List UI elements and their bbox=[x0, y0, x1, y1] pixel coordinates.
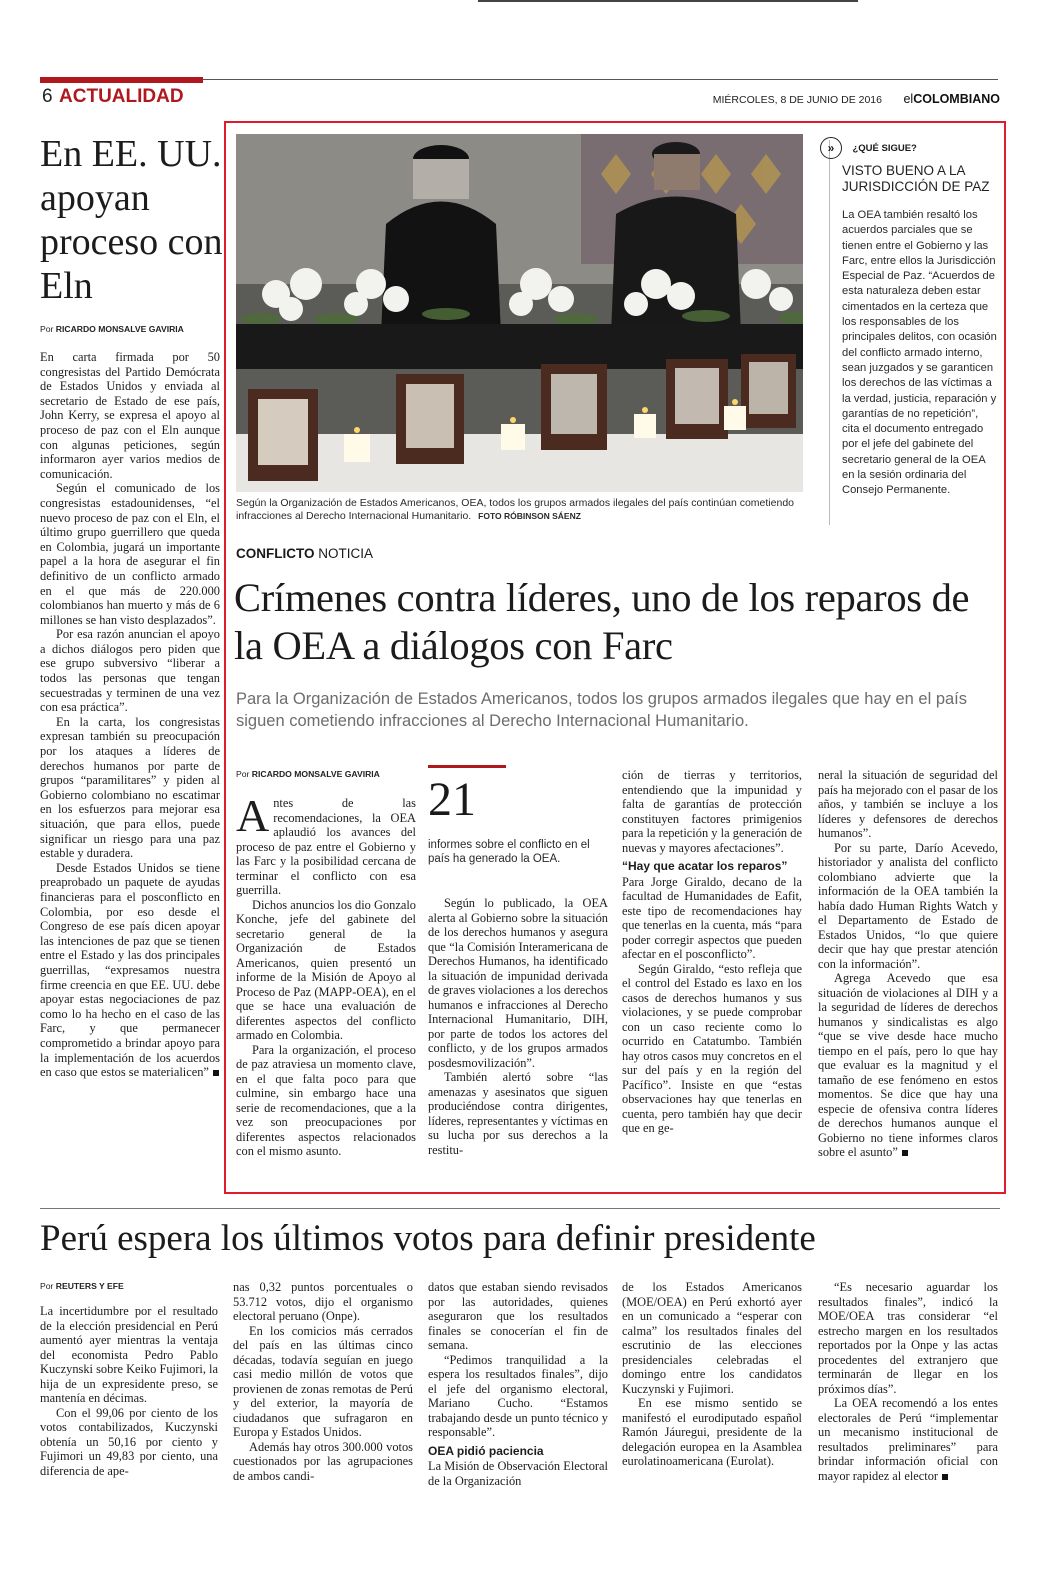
sidebar-body: La OEA también resaltó los acuerdos parciales que se tienen entre el Gobierno y las Farc, entre ellos la Jurisdicción Especial de Paz. “Acuerdos de esta naturaleza deben estar cimentados en la certeza que los responsables de los principales delitos, con ocasión del conflicto armado interno, sean juzgados y se garanticen los derechos de las víctimas a la verdad, justicia, reparación y garantías de no repetición”, cita el documento entregado por el jefe del gabinete del secretario general de la OEA en la sesión ordinaria del Consejo Permanente. bbox=[842, 209, 997, 497]
subhead: OEA pidió paciencia bbox=[428, 1443, 544, 1458]
paragraph: En carta firmada por 50 congresistas del Partido Demócrata de Estados Unidos y enviada al secretario de Estado de ese país, John Kerry, se expresa el apoyo al proceso de paz con el Eln aunque con algunas peticiones, según informaron ayer varios medios de comunicación. bbox=[40, 350, 220, 481]
byline-author: RICARDO MONSALVE GAVIRIA bbox=[251, 769, 380, 779]
paragraph: Por su parte, Darío Acevedo, historiador y analista del conflicto colombiano advierte que la información de la OEA también la había dado Human Rights Watch y el Departamento de Estado de Estados Unidos, “lo que quiere decir que hay que prestar atención con la información”. bbox=[818, 840, 998, 971]
paragraph: Según Giraldo, “esto refleja que el control del Estado es laxo en los casos de derechos humanos y sus violaciones, y se puede comprobar con un caso reciente como lo ocurrido en Catatumbo. También hay otros casos muy concretos en el sur del país y en la región del Pacífico”. Insiste en que “estas observaciones hay que tenerlas en cuenta, pero también hay que decir que en ge- bbox=[622, 961, 802, 1135]
bottom-col-2 bbox=[233, 1280, 413, 1483]
paragraph: Para la organización, el proceso de paz atraviesa un momento clave, en el que falta poco para que culmine, sin embargo hace una serie de recomendaciones, que a la vez son preocupaciones por diferentes aspectos relacionados con el mismo asunto. bbox=[236, 1042, 416, 1158]
byline-author: RICARDO MONSALVE GAVIRIA bbox=[55, 324, 184, 334]
paragraph: ción de tierras y territorios, entendiendo que la impunidad y falta de garantías de protección constituyen factores primigenios para la repetición y la generación de nuevas y mayores afectaciones”. bbox=[622, 768, 802, 855]
bottom-col-1 bbox=[40, 1304, 218, 1478]
header-rule bbox=[203, 79, 998, 80]
main-col-4 bbox=[818, 768, 998, 1160]
paragraph: En la carta, los congresistas expresan también su preocupación por los ataques a líderes de derechos humanos por parte de grupos “paramilitares” y piden al Gobierno colombiano no escatimar en los esfuerzos para mejorar esa situación, que para ellos, puede significar un riesgo para una paz estable y duradera. bbox=[40, 714, 220, 861]
bottom-col-5 bbox=[818, 1280, 998, 1483]
end-mark-icon bbox=[942, 1474, 948, 1480]
page-header bbox=[42, 86, 1000, 110]
sidebar-kicker-row bbox=[820, 137, 1000, 159]
paragraph: La Misión de Observación Electoral de la Organización bbox=[428, 1459, 608, 1488]
paragraph-text: Agrega Acevedo que esa situación de violaciones al DIH y a la seguridad de líderes de derechos humanos y sindicalistas es algo “que se vive desde hace mucho tiempo en el país, pero lo que hay que evaluar es la magnitud y el tamaño de ese fenómeno en estos momentos. Se dice que hay una especie de ofensiva contra líderes de derechos humanos aunque el Gobierno no tiene informes claros sobre el asunto” bbox=[818, 971, 998, 1159]
paragraph: También alertó sobre “las amenazas y asesinatos que siguen produciéndose contra dirigentes, líderes, representantes y víctimas en su lucha por sus derechos a la restitu- bbox=[428, 1070, 608, 1157]
bottom-rule bbox=[40, 1208, 1000, 1209]
subhead: “Hay que acatar los reparos” bbox=[622, 859, 788, 873]
paragraph-text: ntes de las recomendaciones, la OEA aplaudió los avances del proceso de paz entre el Gobierno y las Farc y la posibilidad cercana de terminar el conflicto con esa guerrilla. bbox=[236, 796, 416, 897]
paragraph: nas 0,32 puntos porcentuales o 53.712 votos, dijo el organismo electoral peruano (Onpe). bbox=[233, 1280, 413, 1323]
main-byline bbox=[236, 769, 416, 779]
byline-prefix: Por bbox=[236, 769, 250, 779]
double-chevron-icon: » bbox=[820, 137, 842, 159]
main-photo bbox=[236, 134, 803, 492]
stat-text: informes sobre el conflicto en el país ha generado la OEA. bbox=[428, 839, 590, 865]
bottom-byline bbox=[40, 1281, 220, 1291]
header-date: MIÉRCOLES, 8 DE JUNIO DE 2016 bbox=[712, 94, 882, 106]
main-col-2 bbox=[428, 896, 608, 1157]
top-scan-line bbox=[478, 0, 858, 2]
photo-caption bbox=[236, 497, 803, 523]
paragraph: En ese mismo sentido se manifestó el eurodiputado español Ramón Jáuregui, presidente de la delegación europea en la Asamblea eurolatinoamericana (Eurolat). bbox=[622, 1396, 802, 1468]
byline-prefix: Por bbox=[40, 1281, 54, 1291]
main-col-3 bbox=[622, 768, 802, 1136]
category: CONFLICTO bbox=[236, 546, 315, 561]
paragraph-text: Desde Estados Unidos se tiene preaprobado un paquete de ayudas financieras para el posconflicto en Colombia, por eso desde el Congreso de ese país dicen apoyar las intenciones de paz que se tienen entre el Estado y las dos principales guerrillas, “expresamos nuestra firme creencia en que EE. UU. debe apoyar estas negociaciones de paz como lo ha hecho en el caso de las Farc, y que permanecer comprometido a brindar apoyo para la implementación de los acuerdos en caso que estos se materialicen” bbox=[40, 860, 220, 1080]
drop-cap: A bbox=[236, 790, 270, 841]
paragraph: Según el comunicado de los congresistas estadounidenses, “el nuevo proceso de paz con el Eln, el último grupo guerrillero que queda en Colombia, jugará un importante papel a la hora de asegurar el fin definitivo de un conflicto armado en el que más de 220.000 colombianos han muerto y más de 6 millones se han visto desplazados”. bbox=[40, 481, 220, 627]
paragraph: “Pedimos tranquilidad a la espera los resultados finales”, dijo el jefe del organismo electoral, Mariano Cucho. “Estamos trabajando desde un punto técnico y responsable”. bbox=[428, 1352, 608, 1439]
paragraph: Además hay otros 300.000 votos cuestionados por las agrupaciones de ambos candi- bbox=[233, 1439, 413, 1483]
left-article-byline bbox=[40, 324, 225, 334]
byline-prefix: Por bbox=[40, 324, 54, 334]
caption-text: Según la Organización de Estados Americanos, OEA, todos los grupos armados ilegales del país continúan cometiendo infracciones al Derecho Internacional Humanitario. bbox=[236, 497, 794, 522]
paragraph: La incertidumbre por el resultado de la elección presidencial en Perú aumentó ayer mientras la ventaja del economista Pedro Pablo Kuczynski sobre Keiko Fujimori, la hija de un expresidente preso, se mantenía en décimas. bbox=[40, 1304, 218, 1405]
sidebar-title: VISTO BUENO A LA JURISDICCIÓN DE PAZ bbox=[842, 163, 990, 194]
stat-number: 21 bbox=[428, 773, 476, 826]
bottom-headline: Perú espera los últimos votos para definir presidente bbox=[40, 1218, 816, 1259]
paragraph: neral la situación de seguridad del país ha mejorado con el pasar de los años, y también se incluye a los líderes y defensores de derechos humanos”. bbox=[818, 768, 998, 840]
paragraph: Según lo publicado, la OEA alerta al Gobierno sobre la situación de los derechos humanos y asegura que “la Comisión Interamericana de Derechos Humanos, ha identificado la situación de impunidad derivada de graves violaciones a los derechos humanos e infracciones al Derecho Internacional Humanitario, DIH, por parte de todos los actores del conflicto, y de los grupos armados posdesmovilización”. bbox=[428, 896, 608, 1070]
paragraph: Por esa razón anuncian el apoyo a dichos diálogos pero piden que ese grupo subversivo “liberar a todos las personas que tengan secuestradas y terminen de una vez con esa práctica”. bbox=[40, 627, 220, 715]
paragraph: Dichos anuncios los dio Gonzalo Konche, jefe del gabinete del secretario general de la Organización de Estados Americanos, quien presentó un informe de la Misión de Apoyo al Proceso de Paz (MAPP-OEA), en el que se hace una evaluación de diferentes aspectos del conflicto armado en Colombia. bbox=[236, 897, 416, 1042]
paragraph-text: La OEA recomendó a los entes electorales de Perú “implementar un mecanismo institucional de resultados preliminares” para brindar información oficial con mayor rapidez al elector bbox=[818, 1396, 998, 1483]
memorial-photo-illustration bbox=[236, 134, 803, 492]
left-article-body bbox=[40, 350, 220, 1080]
masthead bbox=[903, 92, 1000, 106]
paragraph: En los comicios más cerrados del país en las últimas cinco décadas, todavía seguían en juego casi medio millón de votos que provienen de zonas remotas de Perú y del exterior, la mayoría de ciudadanos que sufragaron en Europa y Estados Unidos. bbox=[233, 1323, 413, 1439]
masthead-prefix: el bbox=[903, 92, 914, 106]
left-article-headline: En EE. UU. apoyan proceso con Eln bbox=[40, 133, 223, 307]
main-deck: Para la Organización de Estados Americanos, todos los grupos armados ilegales que hay en el país siguen cometiendo infracciones al Derecho Internacional Humanitario. bbox=[236, 690, 968, 730]
category-type: NOTICIA bbox=[318, 546, 374, 561]
sidebar-kicker: ¿QUÉ SIGUE? bbox=[852, 142, 917, 154]
paragraph: Con el 99,06 por ciento de los votos contabilizados, Kuczynski obtenía un 50,16 por ciento y Fujimori un 49,83 por ciento, una diferencia de ape- bbox=[40, 1405, 218, 1478]
photo-credit: FOTO RÓBINSON SÁENZ bbox=[478, 511, 581, 521]
main-col-1 bbox=[236, 790, 416, 1159]
stat-rule bbox=[428, 765, 506, 768]
page-number: 6 bbox=[42, 86, 53, 107]
section-name: ACTUALIDAD bbox=[59, 86, 184, 107]
paragraph: datos que estaban siendo revisados por las autoridades, quienes aseguraron que los resultados finales se conocerían el fin de semana. bbox=[428, 1280, 608, 1352]
category-label bbox=[236, 546, 373, 561]
paragraph: Para Jorge Giraldo, decano de la facultad de Humanidades de Eafit, este tipo de recomendaciones hay que tenerlas en la cuenta, más “para poder corregir aspectos que pueden afectar en el posconflicto”. bbox=[622, 874, 802, 961]
bottom-col-3 bbox=[428, 1280, 608, 1488]
byline-author: REUTERS Y EFE bbox=[55, 1281, 124, 1291]
header-red-bar bbox=[40, 77, 203, 83]
bottom-col-4 bbox=[622, 1280, 802, 1469]
masthead-brand: COLOMBIANO bbox=[913, 92, 1000, 106]
paragraph bbox=[818, 1396, 998, 1483]
end-mark-icon bbox=[902, 1150, 908, 1156]
paragraph: de los Estados Americanos (MOE/OEA) en Perú exhortó ayer en un comunicado a “esperar con calma” los resultados finales del escrutinio de las elecciones presidenciales celebradas el domingo entre los candidatos Kuczynski y Fujimori. bbox=[622, 1280, 802, 1396]
paragraph bbox=[236, 790, 416, 898]
sidebar-divider bbox=[829, 140, 830, 525]
end-mark-icon bbox=[213, 1070, 219, 1076]
paragraph bbox=[40, 861, 220, 1080]
main-headline: Crímenes contra líderes, uno de los reparos de la OEA a diálogos con Farc bbox=[234, 575, 970, 668]
paragraph bbox=[818, 971, 998, 1160]
paragraph: “Es necesario aguardar los resultados finales”, indicó la MOE/OEA tras considerar “el estrecho margen en los resultados reportados por la Onpe y las actas procedentes del extranjero que terminarán de llegar en los próximos días”. bbox=[818, 1280, 998, 1396]
